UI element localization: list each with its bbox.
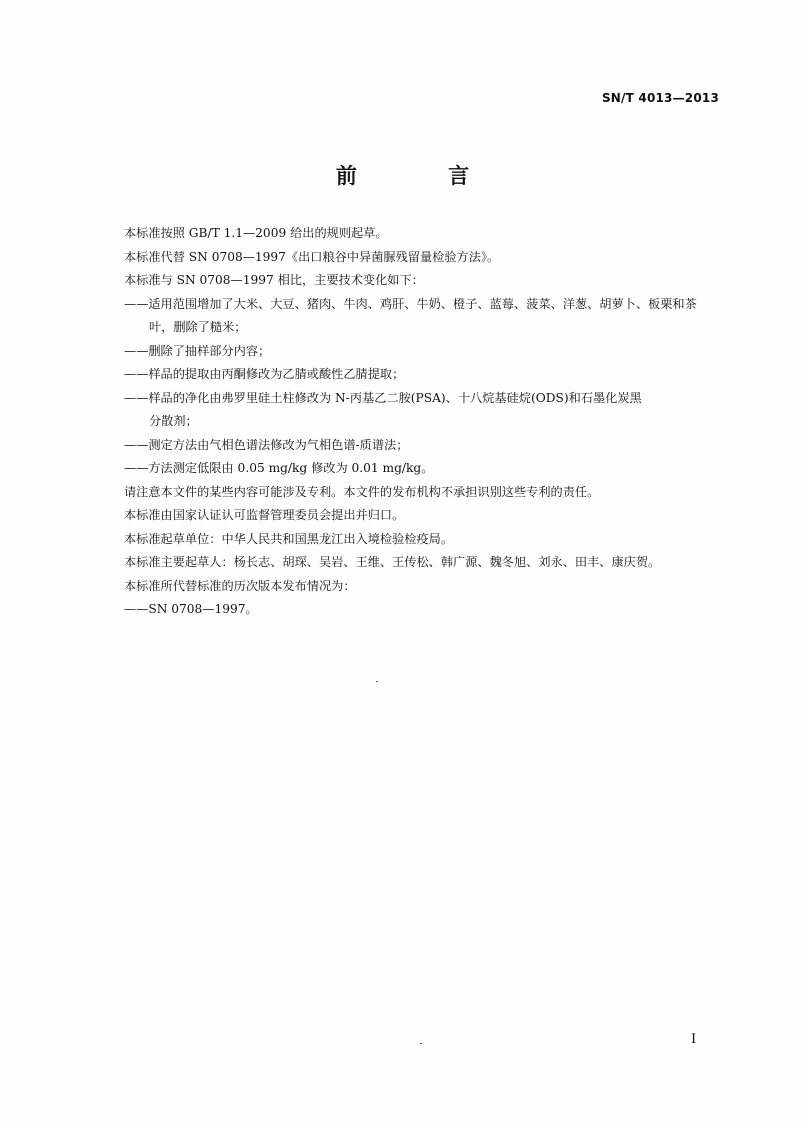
page-number: I (691, 1032, 697, 1047)
change-item-limit: ——方法测定低限由 0.05 mg/kg 修改为 0.01 mg/kg。 (124, 461, 434, 475)
change-item-scope: ——适用范围增加了大米、大豆、猪肉、牛肉、鸡肝、牛奶、橙子、蓝莓、菠菜、洋葱、胡萝卜、板栗和茶 (124, 296, 697, 311)
paragraph-drafting-unit: 本标准起草单位：中华人民共和国黑龙江出入境检验检疫局。 (124, 531, 454, 546)
paragraph-drafters: 本标准主要起草人：杨长志、胡琛、吴岩、王维、王传松、韩广源、魏冬旭、刘永、田丰、康庆贺。 (124, 555, 661, 569)
paragraph-drafting-rules: 本标准按照 GB/T 1.1—2009 给出的规则起草。 (124, 226, 388, 240)
standard-code: SN/T 4013—2013 (601, 91, 719, 105)
change-item-sampling: ——删除了抽样部分内容； (124, 343, 271, 358)
paragraph-patent-notice: 请注意本文件的某些内容可能涉及专利。本文件的发布机构不承担识别这些专利的责任。 (124, 484, 600, 499)
history-item: ——SN 0708—1997。 (124, 602, 258, 616)
scan-speck (376, 681, 378, 682)
page-title: 前 言 (335, 164, 512, 188)
document-body (124, 222, 724, 622)
change-item-scope-continued: 叶，删除了糙米； (149, 320, 247, 334)
paragraph-history-intro: 本标准所代替标准的历次版本发布情况为： (124, 578, 356, 593)
change-item-cleanup-continued: 分散剂； (149, 414, 198, 428)
change-item-cleanup: ——样品的净化由弗罗里硅土柱修改为 N-丙基乙二胺(PSA)、十八烷基硅烷(ODS)和石墨化炭黑 (124, 390, 642, 405)
change-item-method: ——测定方法由气相色谱法修改为气相色谱-质谱法； (124, 437, 409, 452)
paragraph-changes-intro: 本标准与 SN 0708—1997 相比，主要技术变化如下： (124, 273, 424, 287)
change-item-extraction: ——样品的提取由丙酮修改为乙腈或酸性乙腈提取； (124, 367, 405, 381)
paragraph-replaces: 本标准代替 SN 0708—1997《出口粮谷中异菌脲残留量检验方法》。 (124, 249, 500, 264)
scan-speck (420, 1043, 422, 1044)
paragraph-proposer: 本标准由国家认证认可监督管理委员会提出并归口。 (124, 508, 405, 522)
